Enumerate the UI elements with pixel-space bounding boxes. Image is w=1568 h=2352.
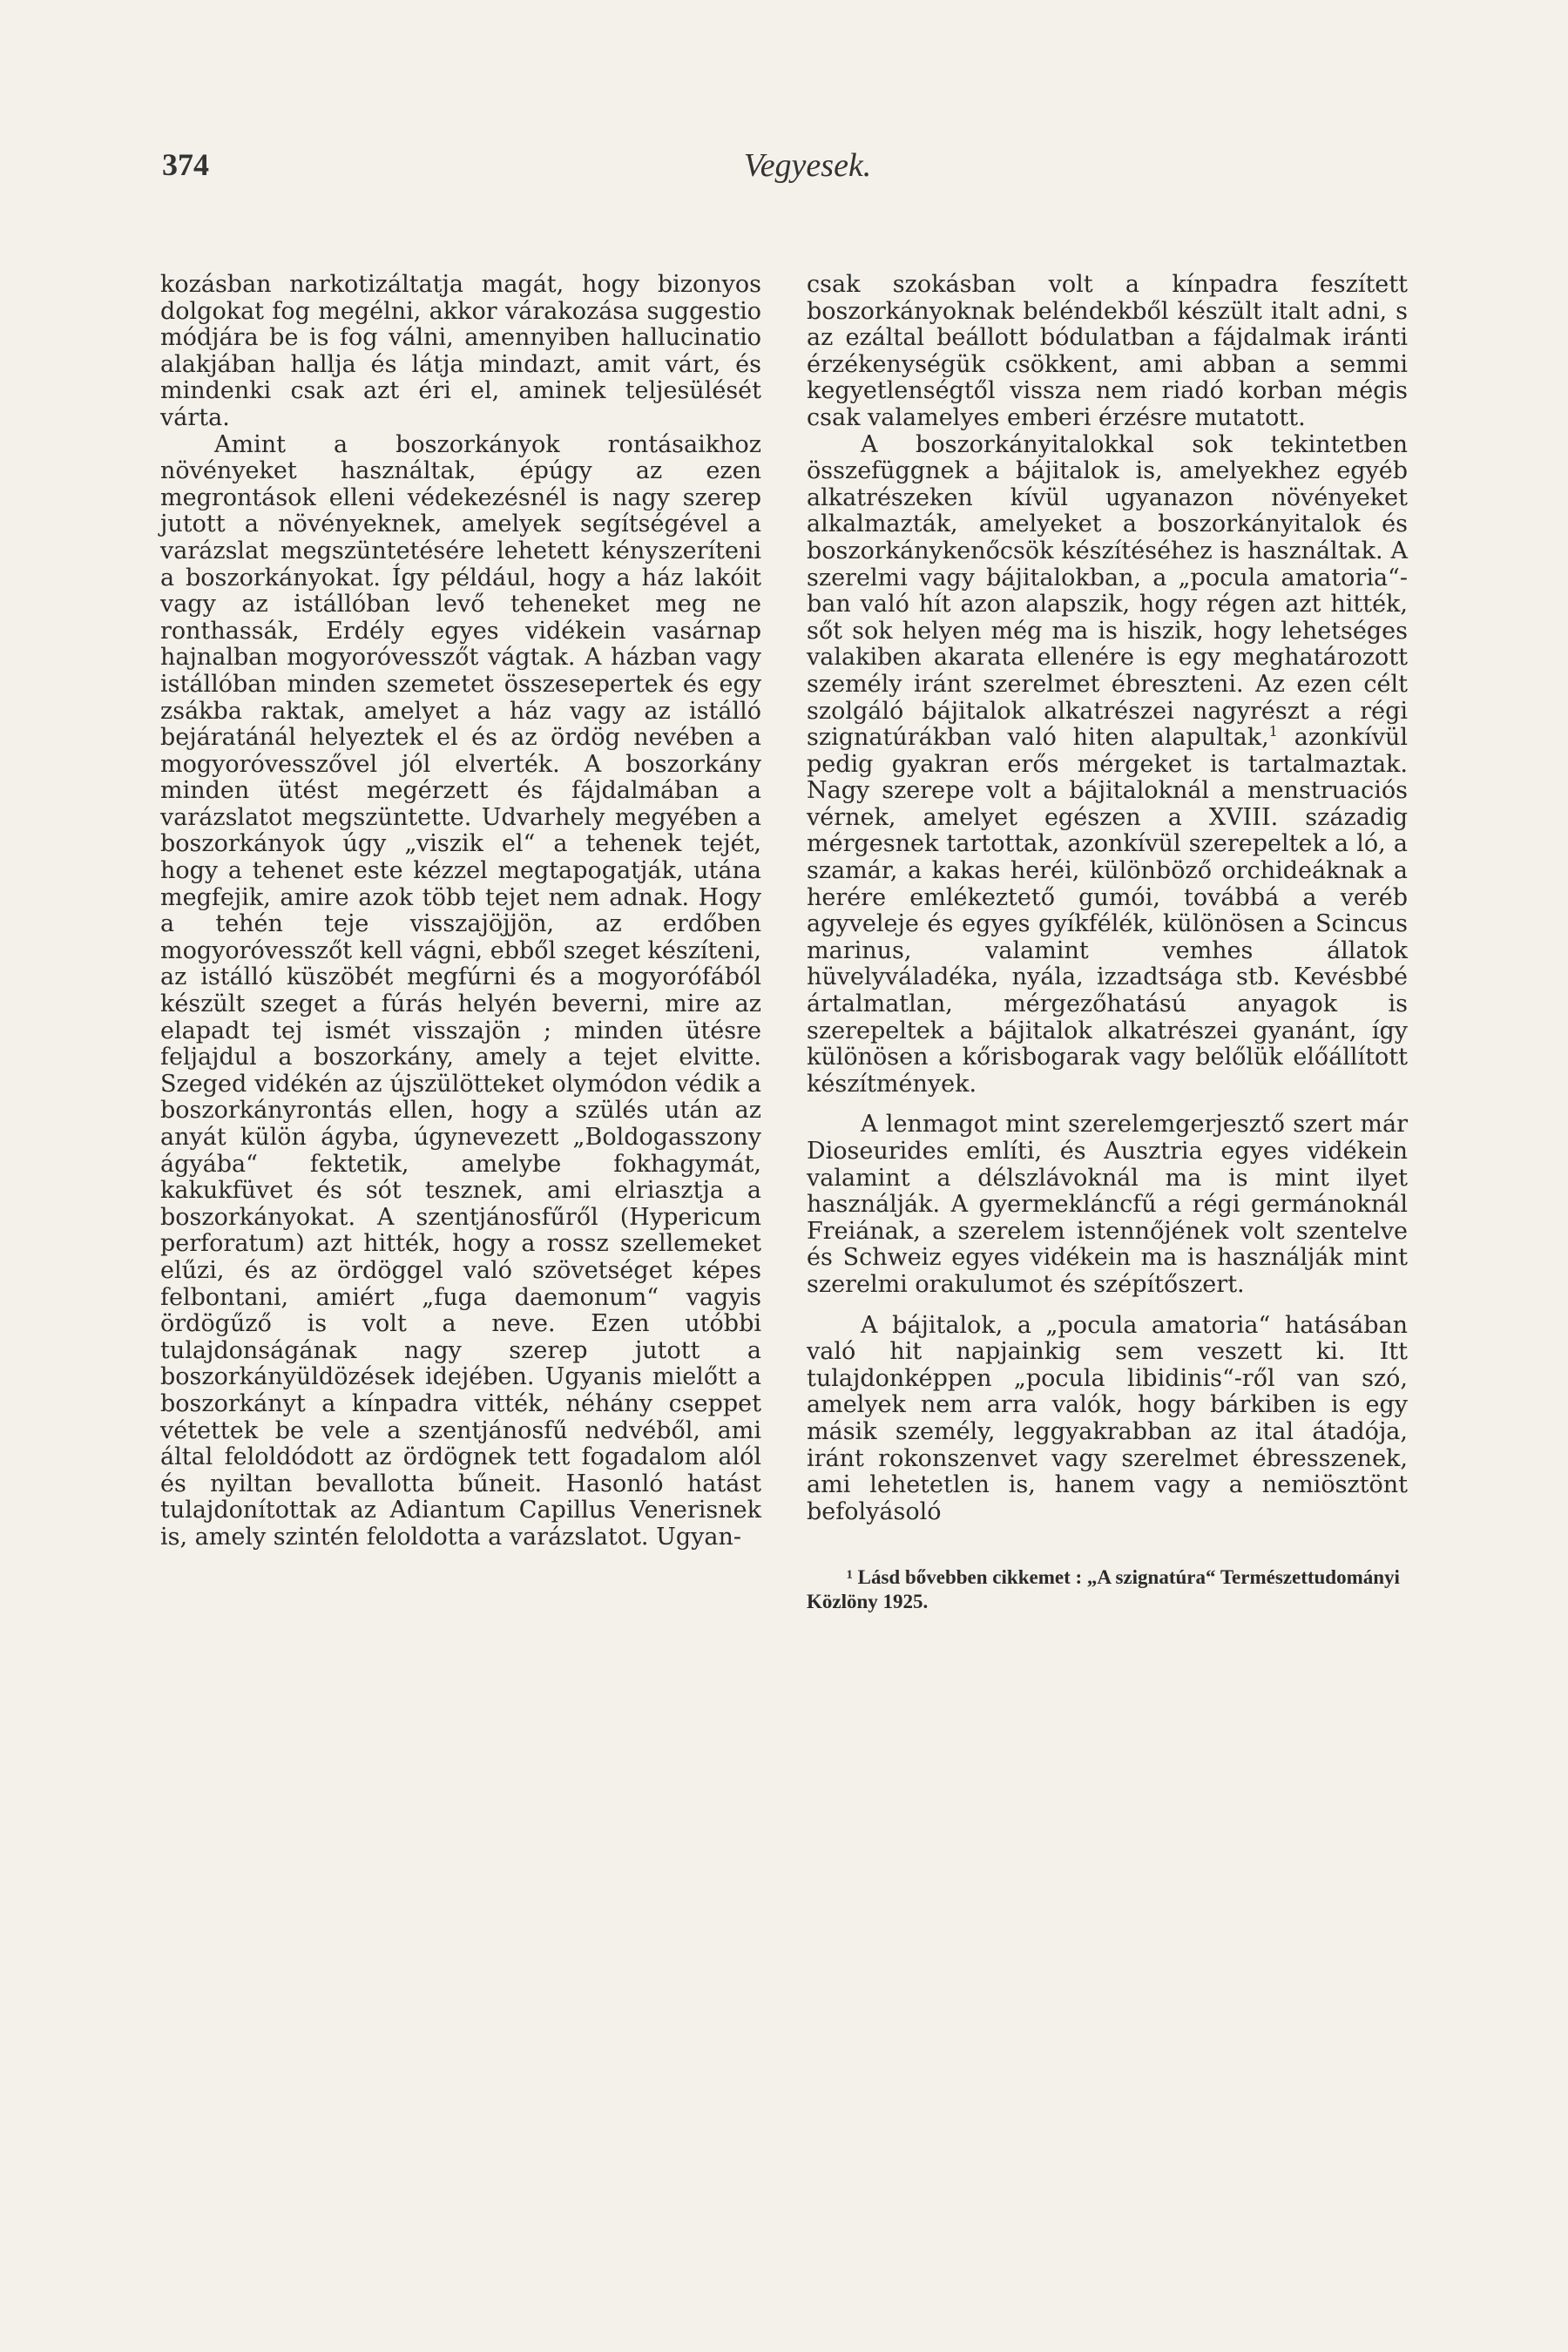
right-paragraph-2-part-2: azonkívül pedig gyakran erős mérgeket is tartalmaztak. Nagy szerepe volt a bájitaloknál a menstruaciós vérnek, amelyet egészen a XVIII. századig mérgesnek tartottak, azonkívül szerepeltek a ló, a szamár, a kakas heréi, különböző orchideáknak a herére emlékeztető gumói, továbbá a veréb agyveleje és egyes gyíkfélék, különösen a Scincus marinus, valamint vemhes állatok hüvelyváladéka, nyála, izzadtsága stb. Kevésbbé ártalmatlan, mérgezőhatású anyagok is szerepeltek a bájitalok alkatrészei gyanánt, így különösen a kőrisbogarak vagy belőlük előállított készítmények. xyxy=(807,724,1408,1098)
footnote-reference: 1 xyxy=(1268,723,1278,740)
left-column xyxy=(160,272,761,1551)
right-paragraph-4: A bájitalok, a „pocula amatoria“ hatásában való hit napjainkig sem veszett ki. Itt tulajdonképpen „pocula libidinis“-ről van szó, amelyek nem arra valók, hogy bárkiben is egy másik személy, leggyakrabban az ital átadója, iránt rokonszenvet vagy szerelmet ébresszenek, ami lehetetlen is, hanem vagy a nemiösztönt befolyásoló xyxy=(807,1311,1408,1525)
page-number: 374 xyxy=(162,147,209,182)
footnote: ¹ Lásd bővebben cikkemet : „A szignatúra“ Természettudományi Közlöny 1925. xyxy=(807,1566,1400,1613)
left-paragraph-2: Amint a boszorkányok rontásaikhoz növényeket használtak, épúgy az ezen megrontások elleni védekezésnél is nagy szerep jutott a növényeknek, amelyek segítségével a varázslat megszüntetésére lehetett kényszeríteni a boszorkányokat. Így például, hogy a ház lakóit vagy az istállóban levő teheneket meg ne ronthassák, Erdély egyes vidékein vasárnap hajnalban mogyoróvesszőt vágtak. A házban vagy istállóban minden szemetet összesepertek és egy zsákba raktak, amelyet a ház vagy az istálló bejáratánál helyeztek el és az ördög nevében a mogyoróvesszővel jól elverték. A boszorkány minden ütést megérzett és fájdalmában a varázslatot megszüntette. Udvarhely megyében a boszorkányok úgy „viszik el“ a tehenek tejét, hogy a tehenet este kézzel megtapogatják, utána megfejik, amire azok több tejet nem adnak. Hogy a tehén teje visszajöjjön, az erdőben mogyoróvesszőt kell vágni, ebből szeget készíteni, az istálló küszöbét megfúrni és a mogyorófából készült szeget a fúrás helyén beverni, mire az elapadt tej ismét visszajön ; minden ütésre feljajdul a boszorkány, amely a tejet elvitte. Szeged vidékén az újszülötteket olymódon védik a boszorkányrontás ellen, hogy a szülés után az anyát külön ágyba, úgynevezett „Boldogasszony ágyába“ fektetik, amelybe fokhagymát, kakukfüvet és sót tesznek, ami elriasztja a boszorkányokat. A szentjánosfűről (Hypericum perforatum) azt hitték, hogy a rossz szellemeket elűzi, és az ördöggel való szövetséget képes felbontani, amiért „fuga daemonum“ vagyis ördögűző is volt a neve. Ezen utóbbi tulajdonságának nagy szerep jutott a boszorkányüldözések idejében. Ugyanis mielőtt a boszorkányt a kínpadra vitték, néhány cseppet vétettek be vele a szentjánosfű nedvéből, ami által feloldódott az ördögnek tett fogadalom alól és nyiltan bevallotta bűneit. Hasonló hatást tulajdonítottak az Adiantum Capillus Venerisnek is, amely szintén feloldotta a varázslatot. Ugyan- xyxy=(160,430,761,1551)
right-paragraph-3: A lenmagot mint szerelemgerjesztő szert már Dioseurides említi, és Ausztria egyes vidékein valamint a délszlávoknál ma is mint ilyet használják. A gyermekláncfű a régi germánoknál Freiának, a szerelem istennőjének volt szentelve és Schweiz egyes vidékein ma is használják mint szerelmi orakulumot és szépítőszert. xyxy=(807,1111,1408,1298)
right-paragraph-2-part-1: A boszorkányitalokkal sok tekintetben összefüggnek a bájitalok is, amelyekhez egyéb alkatrészeken kívül ugyanazon növényeket alkalmazták, amelyeket a boszorkányitalok és boszorkánykenőcsök készítéséhez is használtak. A szerelmi vagy bájitalokban, a „pocula amatoria“-ban való hít azon alapszik, hogy régen azt hitték, sőt sok helyen még ma is hiszik, hogy lehetséges valakiben akarata ellenére is egy meghatározott személy iránt szerelmet ébreszteni. Az ezen célt szolgáló bájitalok alkatrészei nagyrészt a régi szignatúrákban való hiten alapultak, xyxy=(807,430,1408,752)
page-header xyxy=(162,146,1453,199)
left-paragraph-1: kozásban narkotizáltatja magát, hogy bizonyos dolgokat fog megélni, akkor várakozása suggestio módjára be is fog válni, amennyiben hallucinatio alakjában hallja és látja mindazt, amit várt, és mindenki csak azt éri el, aminek teljesülését várta. xyxy=(160,271,761,431)
running-head: Vegyesek. xyxy=(743,147,872,184)
right-paragraph-1: csak szokásban volt a kínpadra feszített boszorkányoknak beléndekből készült italt adni, s az ezáltal beállott bódulatban a fájdalmak iránti érzékenységük csökkent, ami abban a semmi kegyetlenségtől vissza nem riadó korban mégis csak valamelyes emberi érzésre mutatott. xyxy=(807,271,1408,431)
right-paragraph-2 xyxy=(807,432,1408,1098)
right-column xyxy=(807,272,1408,1614)
